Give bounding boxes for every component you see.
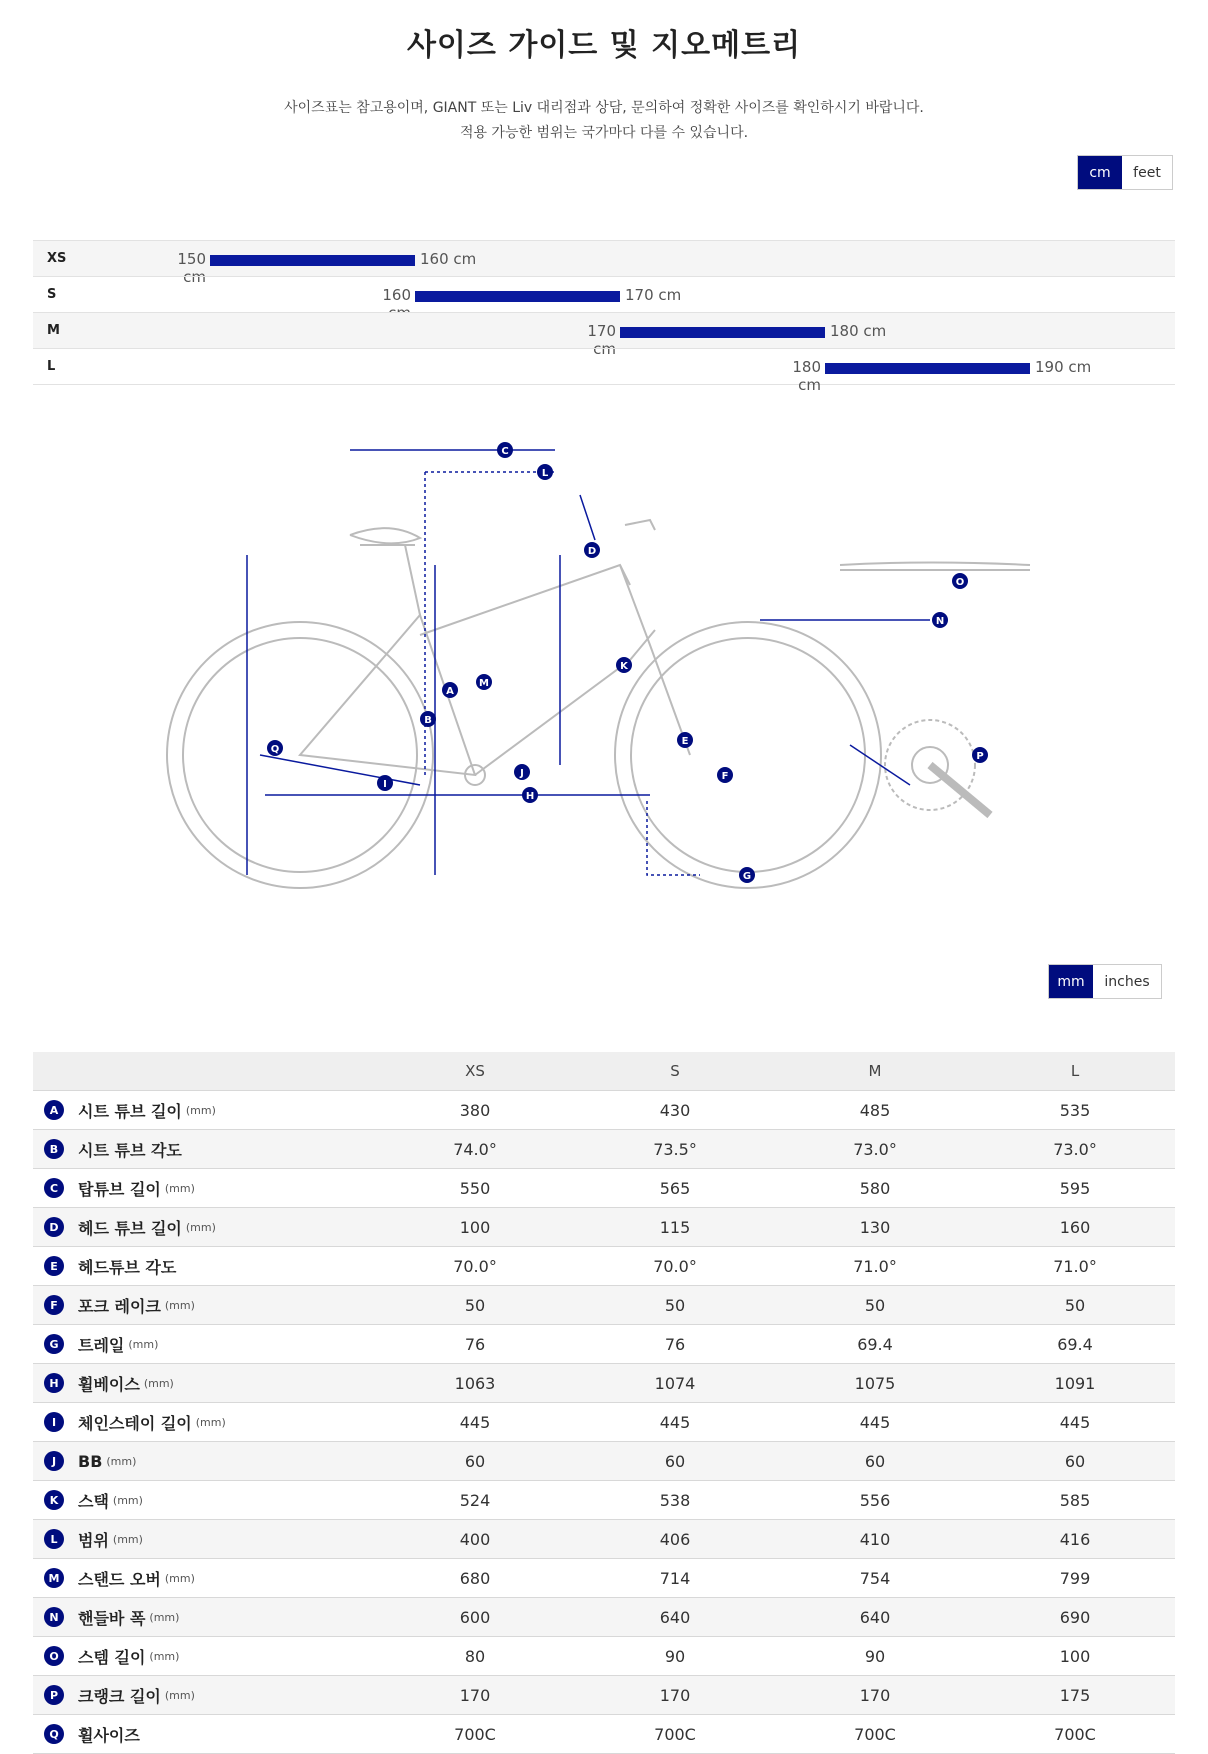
geometry-value-cell: 50 bbox=[375, 1286, 575, 1325]
geometry-value-cell: 71.0° bbox=[975, 1247, 1175, 1286]
param-name: 트레일 bbox=[78, 1335, 125, 1355]
param-unit: (mm) bbox=[164, 1688, 195, 1702]
param-unit: (mm) bbox=[128, 1337, 159, 1351]
unit-mm-button[interactable]: mm bbox=[1049, 965, 1093, 998]
geometry-row bbox=[33, 1598, 1175, 1637]
geometry-value-cell: 90 bbox=[775, 1637, 975, 1676]
param-letter-badge: A bbox=[44, 1100, 64, 1120]
param-name: 탑튜브 길이 bbox=[78, 1179, 161, 1199]
param-letter-badge: K bbox=[44, 1490, 64, 1510]
front-wheel-inner bbox=[631, 638, 865, 872]
param-name: 휠사이즈 bbox=[78, 1725, 140, 1745]
geometry-param-cell bbox=[33, 1169, 375, 1208]
param-unit: (mm) bbox=[112, 1493, 143, 1507]
param-name: 스템 길이 bbox=[78, 1647, 146, 1667]
param-letter-badge: J bbox=[44, 1451, 64, 1471]
param-unit: (mm) bbox=[185, 1220, 216, 1234]
diagram-badge-letter: L bbox=[541, 468, 549, 479]
dim-g bbox=[647, 801, 700, 875]
geometry-row bbox=[33, 1091, 1175, 1130]
geometry-value-cell: 430 bbox=[575, 1091, 775, 1130]
size-range-max: 160 cm bbox=[420, 250, 477, 268]
geometry-value-cell: 556 bbox=[775, 1481, 975, 1520]
size-range-chart bbox=[33, 240, 1175, 394]
size-range-bar bbox=[415, 291, 620, 302]
geometry-row bbox=[33, 1637, 1175, 1676]
geometry-param-cell bbox=[33, 1286, 375, 1325]
size-range-row bbox=[33, 348, 1175, 394]
diagram-badge-letter: N bbox=[935, 616, 945, 627]
diagram-badge-letter: D bbox=[587, 546, 597, 557]
geometry-value-cell: 50 bbox=[775, 1286, 975, 1325]
diagram-badge-letter: C bbox=[501, 446, 509, 457]
dim-d bbox=[580, 495, 595, 540]
param-name: 핸들바 폭 bbox=[78, 1608, 146, 1628]
param-letter-badge: P bbox=[44, 1685, 64, 1705]
geometry-param-cell bbox=[33, 1520, 375, 1559]
geometry-row bbox=[33, 1559, 1175, 1598]
param-unit: (mm) bbox=[112, 1532, 143, 1546]
geometry-param-cell bbox=[33, 1247, 375, 1286]
geometry-value-cell: 73.0° bbox=[975, 1130, 1175, 1169]
geometry-value-cell: 73.0° bbox=[775, 1130, 975, 1169]
param-letter-badge: L bbox=[44, 1529, 64, 1549]
geometry-value-cell: 76 bbox=[375, 1325, 575, 1364]
geometry-value-cell: 445 bbox=[575, 1403, 775, 1442]
geometry-value-cell: 160 bbox=[975, 1208, 1175, 1247]
geometry-value-cell: 690 bbox=[975, 1598, 1175, 1637]
size-range-row bbox=[33, 312, 1175, 358]
diagram-badge-letter: P bbox=[976, 751, 984, 762]
param-name: 스택 bbox=[78, 1491, 109, 1511]
saddle bbox=[350, 528, 420, 543]
geometry-value-cell: 550 bbox=[375, 1169, 575, 1208]
geometry-value-cell: 130 bbox=[775, 1208, 975, 1247]
param-name: 포크 레이크 bbox=[78, 1296, 161, 1316]
diagram-badge-letter: F bbox=[721, 771, 729, 782]
geometry-value-cell: 700C bbox=[775, 1715, 975, 1754]
param-letter-badge: H bbox=[44, 1373, 64, 1393]
diagram-letter-badges bbox=[267, 442, 988, 883]
param-unit: (mm) bbox=[106, 1454, 137, 1468]
param-unit: (mm) bbox=[185, 1103, 216, 1117]
geometry-value-cell: 115 bbox=[575, 1208, 775, 1247]
geometry-value-cell: 700C bbox=[975, 1715, 1175, 1754]
geometry-value-cell: 700C bbox=[575, 1715, 775, 1754]
size-range-min: 180 cm bbox=[792, 358, 821, 394]
seat-post bbox=[360, 545, 420, 615]
param-unit: (mm) bbox=[149, 1610, 180, 1624]
geometry-row bbox=[33, 1442, 1175, 1481]
geometry-value-cell: 80 bbox=[375, 1637, 575, 1676]
size-range-max: 170 cm bbox=[625, 286, 682, 304]
size-range-bar bbox=[620, 327, 825, 338]
param-unit: (mm) bbox=[164, 1571, 195, 1585]
geometry-param-cell bbox=[33, 1676, 375, 1715]
param-unit: (mm) bbox=[143, 1376, 174, 1390]
geometry-value-cell: 69.4 bbox=[975, 1325, 1175, 1364]
param-name: 헤드 튜브 길이 bbox=[78, 1218, 182, 1238]
geometry-value-cell: 754 bbox=[775, 1559, 975, 1598]
geometry-param-cell bbox=[33, 1598, 375, 1637]
header-blank bbox=[33, 1052, 375, 1091]
geometry-header-row bbox=[33, 1052, 1175, 1091]
geometry-value-cell: 71.0° bbox=[775, 1247, 975, 1286]
crank-arm bbox=[930, 765, 990, 815]
geometry-value-cell: 70.0° bbox=[575, 1247, 775, 1286]
param-letter-badge: Q bbox=[44, 1724, 64, 1744]
geometry-param-cell bbox=[33, 1364, 375, 1403]
geometry-param-cell bbox=[33, 1403, 375, 1442]
geometry-value-cell: 585 bbox=[975, 1481, 1175, 1520]
diagram-badge-letter: K bbox=[620, 661, 628, 672]
height-unit-toggle bbox=[1077, 155, 1173, 190]
geometry-value-cell: 680 bbox=[375, 1559, 575, 1598]
geometry-row bbox=[33, 1208, 1175, 1247]
diagram-badge-letter: O bbox=[955, 577, 965, 588]
diagram-badge-letter: M bbox=[479, 678, 489, 689]
geometry-value-cell: 175 bbox=[975, 1676, 1175, 1715]
param-name: 휠베이스 bbox=[78, 1374, 140, 1394]
bike-geometry-diagram bbox=[150, 446, 1050, 925]
param-name: 범위 bbox=[78, 1530, 109, 1550]
geometry-table bbox=[33, 1052, 1175, 1754]
geometry-unit-toggle bbox=[1048, 964, 1162, 999]
geometry-value-cell: 406 bbox=[575, 1520, 775, 1559]
unit-inches-button[interactable]: inches bbox=[1093, 965, 1161, 998]
size-range-label: L bbox=[47, 359, 56, 374]
geometry-value-cell: 60 bbox=[975, 1442, 1175, 1481]
param-name: 스탠드 오버 bbox=[78, 1569, 161, 1589]
geometry-value-cell: 60 bbox=[375, 1442, 575, 1481]
geometry-value-cell: 445 bbox=[775, 1403, 975, 1442]
geometry-value-cell: 50 bbox=[575, 1286, 775, 1325]
geometry-value-cell: 69.4 bbox=[775, 1325, 975, 1364]
geometry-row bbox=[33, 1130, 1175, 1169]
diagram-badge-letter: G bbox=[742, 871, 752, 882]
geometry-param-cell bbox=[33, 1442, 375, 1481]
param-letter-badge: B bbox=[44, 1139, 64, 1159]
geometry-value-cell: 416 bbox=[975, 1520, 1175, 1559]
geometry-value-cell: 445 bbox=[975, 1403, 1175, 1442]
param-unit: (mm) bbox=[164, 1298, 195, 1312]
param-letter-badge: O bbox=[44, 1646, 64, 1666]
param-name: 체인스테이 길이 bbox=[78, 1413, 192, 1433]
param-letter-badge: C bbox=[44, 1178, 64, 1198]
geometry-value-cell: 60 bbox=[775, 1442, 975, 1481]
param-unit: (mm) bbox=[195, 1415, 226, 1429]
geometry-value-cell: 90 bbox=[575, 1637, 775, 1676]
size-range-min: 170 cm bbox=[587, 322, 616, 358]
geometry-param-cell bbox=[33, 1715, 375, 1754]
geometry-value-cell: 700C bbox=[375, 1715, 575, 1754]
geometry-value-cell: 170 bbox=[775, 1676, 975, 1715]
geometry-row bbox=[33, 1715, 1175, 1754]
geometry-value-cell: 76 bbox=[575, 1325, 775, 1364]
geometry-value-cell: 524 bbox=[375, 1481, 575, 1520]
size-range-min: 150 cm bbox=[177, 250, 206, 286]
param-letter-badge: E bbox=[44, 1256, 64, 1276]
geometry-value-cell: 714 bbox=[575, 1559, 775, 1598]
geometry-row bbox=[33, 1403, 1175, 1442]
geometry-value-cell: 580 bbox=[775, 1169, 975, 1208]
front-wheel-outer bbox=[615, 622, 881, 888]
param-letter-badge: N bbox=[44, 1607, 64, 1627]
geometry-value-cell: 1074 bbox=[575, 1364, 775, 1403]
header-size-xs: XS bbox=[375, 1052, 575, 1091]
geometry-value-cell: 73.5° bbox=[575, 1130, 775, 1169]
geometry-param-cell bbox=[33, 1325, 375, 1364]
geometry-row bbox=[33, 1325, 1175, 1364]
subtitle-line-1: 사이즈표는 참고용이며, GIANT 또는 Liv 대리점과 상담, 문의하여 정확한 사이즈를 확인하시기 바랍니다. bbox=[284, 100, 924, 116]
geometry-value-cell: 799 bbox=[975, 1559, 1175, 1598]
geometry-value-cell: 565 bbox=[575, 1169, 775, 1208]
diagram-badge-letter: J bbox=[520, 768, 524, 779]
header-size-l: L bbox=[975, 1052, 1175, 1091]
geometry-row bbox=[33, 1481, 1175, 1520]
param-name: 헤드튜브 각도 bbox=[78, 1257, 177, 1277]
subtitle-line-2: 적용 가능한 범위는 국가마다 다를 수 있습니다. bbox=[459, 125, 749, 141]
geometry-row bbox=[33, 1286, 1175, 1325]
geometry-row bbox=[33, 1364, 1175, 1403]
geometry-value-cell: 538 bbox=[575, 1481, 775, 1520]
geometry-value-cell: 1063 bbox=[375, 1364, 575, 1403]
diagram-badge-letter: E bbox=[681, 736, 689, 747]
geometry-value-cell: 170 bbox=[575, 1676, 775, 1715]
geometry-value-cell: 485 bbox=[775, 1091, 975, 1130]
size-range-row bbox=[33, 276, 1175, 312]
size-range-label: XS bbox=[47, 251, 67, 266]
diagram-badge-letter: I bbox=[383, 779, 387, 790]
param-name: 크랭크 길이 bbox=[78, 1686, 161, 1706]
size-range-label: M bbox=[47, 323, 60, 338]
header-size-m: M bbox=[775, 1052, 975, 1091]
geometry-row bbox=[33, 1169, 1175, 1208]
header-size-s: S bbox=[575, 1052, 775, 1091]
diagram-badge-letter: A bbox=[446, 686, 454, 697]
diagram-badge-letter: B bbox=[424, 715, 432, 726]
param-letter-badge: F bbox=[44, 1295, 64, 1315]
param-unit: (mm) bbox=[164, 1181, 195, 1195]
geometry-value-cell: 640 bbox=[775, 1598, 975, 1637]
param-unit: (mm) bbox=[149, 1649, 180, 1663]
geometry-value-cell: 1075 bbox=[775, 1364, 975, 1403]
param-letter-badge: M bbox=[44, 1568, 64, 1588]
geometry-value-cell: 445 bbox=[375, 1403, 575, 1442]
geometry-param-cell bbox=[33, 1559, 375, 1598]
geometry-value-cell: 640 bbox=[575, 1598, 775, 1637]
unit-cm-button[interactable]: cm bbox=[1078, 156, 1122, 189]
size-range-bar bbox=[825, 363, 1030, 374]
geometry-row bbox=[33, 1247, 1175, 1286]
size-range-max: 180 cm bbox=[830, 322, 887, 340]
param-letter-badge: I bbox=[44, 1412, 64, 1432]
size-range-label: S bbox=[47, 287, 57, 302]
geometry-param-cell bbox=[33, 1091, 375, 1130]
unit-feet-button[interactable]: feet bbox=[1122, 156, 1172, 189]
geometry-value-cell: 1091 bbox=[975, 1364, 1175, 1403]
size-range-min: 160 bbox=[382, 286, 411, 304]
geometry-param-cell bbox=[33, 1481, 375, 1520]
geometry-value-cell: 50 bbox=[975, 1286, 1175, 1325]
param-name: 시트 튜브 각도 bbox=[78, 1140, 182, 1160]
geometry-param-cell bbox=[33, 1208, 375, 1247]
size-range-row bbox=[33, 240, 1175, 286]
geometry-value-cell: 380 bbox=[375, 1091, 575, 1130]
geometry-value-cell: 60 bbox=[575, 1442, 775, 1481]
geometry-value-cell: 595 bbox=[975, 1169, 1175, 1208]
param-name: BB bbox=[78, 1451, 103, 1471]
page-title: 사이즈 가이드 및 지오메트리 bbox=[406, 28, 802, 63]
geometry-value-cell: 400 bbox=[375, 1520, 575, 1559]
diagram-badge-letter: H bbox=[525, 791, 535, 802]
param-letter-badge: D bbox=[44, 1217, 64, 1237]
geometry-value-cell: 170 bbox=[375, 1676, 575, 1715]
geometry-value-cell: 70.0° bbox=[375, 1247, 575, 1286]
geometry-row bbox=[33, 1520, 1175, 1559]
geometry-row bbox=[33, 1676, 1175, 1715]
geometry-value-cell: 535 bbox=[975, 1091, 1175, 1130]
size-range-bar bbox=[210, 255, 415, 266]
geometry-value-cell: 600 bbox=[375, 1598, 575, 1637]
geometry-param-cell bbox=[33, 1130, 375, 1169]
handlebar bbox=[840, 563, 1030, 571]
param-name: 시트 튜브 길이 bbox=[78, 1101, 182, 1121]
geometry-value-cell: 100 bbox=[375, 1208, 575, 1247]
geometry-value-cell: 410 bbox=[775, 1520, 975, 1559]
geometry-param-cell bbox=[33, 1637, 375, 1676]
geometry-value-cell: 74.0° bbox=[375, 1130, 575, 1169]
geometry-value-cell: 100 bbox=[975, 1637, 1175, 1676]
fork-and-stem bbox=[620, 520, 690, 755]
size-range-max: 190 cm bbox=[1035, 358, 1092, 376]
diagram-badge-letter: Q bbox=[270, 744, 280, 755]
param-letter-badge: G bbox=[44, 1334, 64, 1354]
